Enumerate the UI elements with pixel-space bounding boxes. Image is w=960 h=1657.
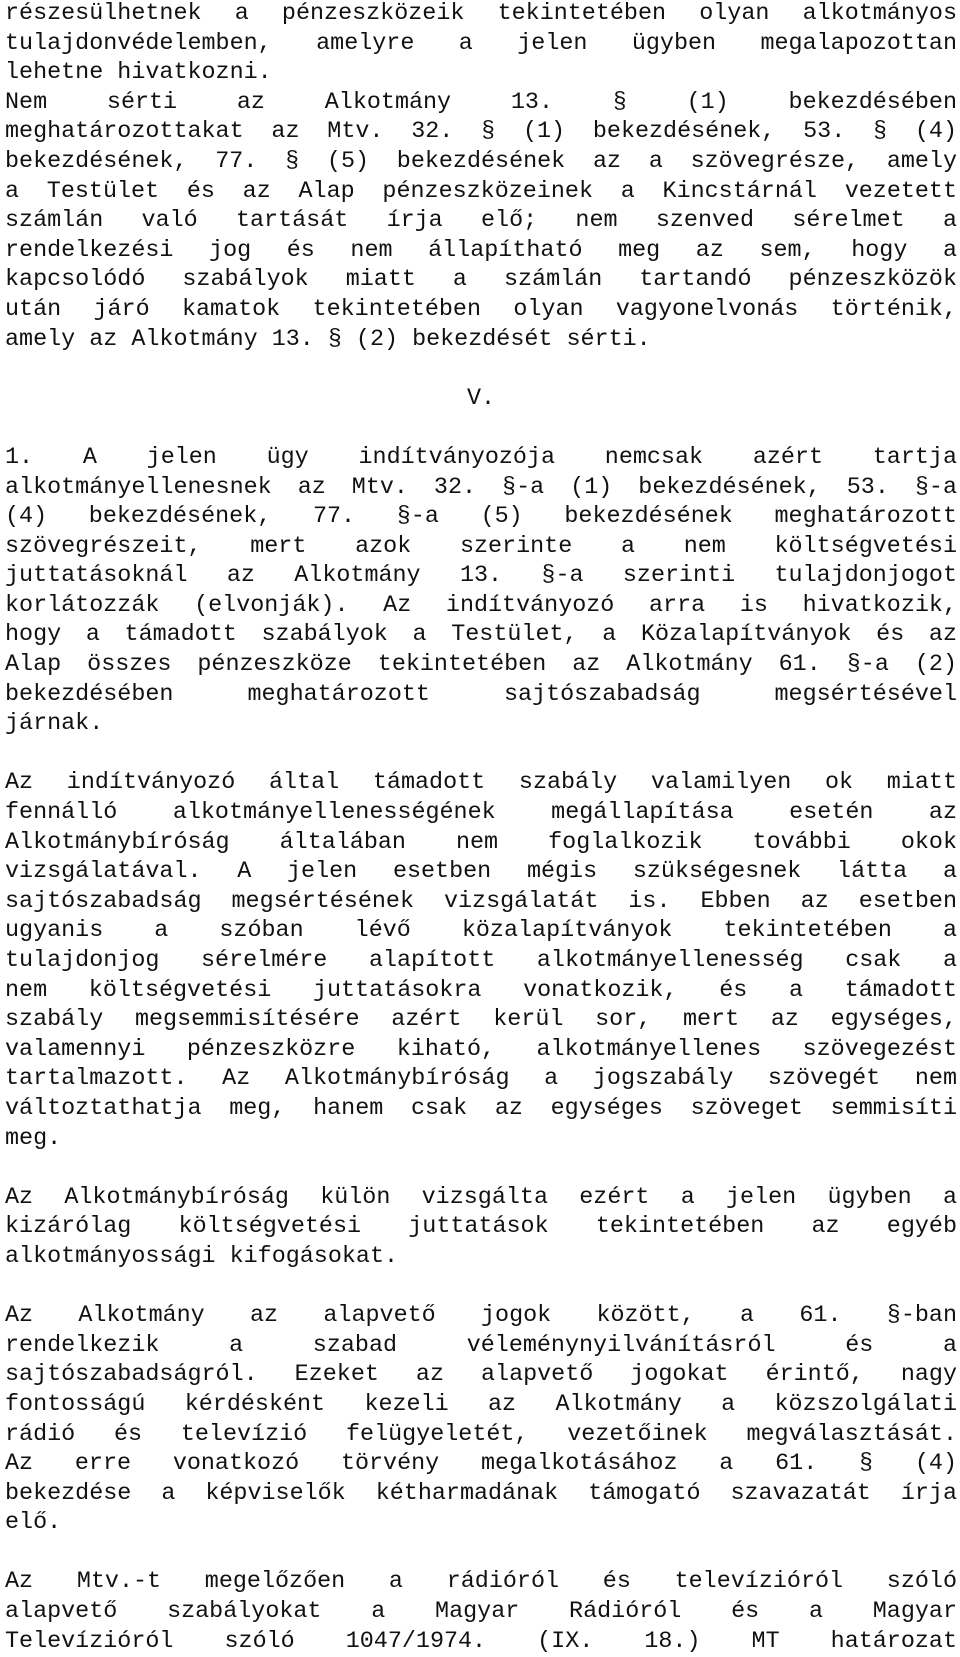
text-line: szabály megsemmisítésére azért kerül sor, mert az egységes,: [5, 1007, 957, 1034]
text-line: sajtószabadság megsértésének vizsgálatát is. Ebben az esetben: [5, 888, 957, 915]
text-line: fennálló alkotmányellenességének megállapítása esetén az: [5, 800, 957, 827]
text-line: alkotmányossági kifogásokat.: [5, 1243, 399, 1270]
section-heading: V.: [466, 385, 496, 412]
text-line: szövegrészeit, mert azok szerinte a nem költségvetési: [5, 533, 957, 560]
text-line: meg.: [5, 1125, 62, 1152]
text-line: Az Alkotmány az alapvető jogok között, a 61. §-ban: [5, 1303, 957, 1330]
text-line: (4) bekezdésének, 77. §-a (5) bekezdésének meghatározott: [5, 504, 957, 531]
text-line: változtathatja meg, hanem csak az egységes szöveget semmisíti: [5, 1095, 957, 1122]
text-line: számlán való tartását írja elő; nem szenved sérelmet a: [5, 208, 957, 235]
text-line: fontosságú kérdésként kezeli az Alkotmány a közszolgálati: [5, 1391, 957, 1418]
text-line: Az indítványozó által támadott szabály valamilyen ok miatt: [5, 770, 957, 797]
text-line: rádió és televízió felügyeletét, vezetőinek megválasztását.: [5, 1421, 957, 1448]
text-line: bekezdésének, 77. § (5) bekezdésének az a szövegrésze, amely: [5, 148, 957, 175]
text-line: rendelkezési jog és nem állapítható meg az sem, hogy a: [5, 237, 957, 264]
text-line: meghatározottakat az Mtv. 32. § (1) bekezdésének, 53. § (4): [5, 119, 957, 146]
text-line: juttatásoknál az Alkotmány 13. §-a szerinti tulajdonjogot: [5, 563, 957, 590]
text-line: elő.: [5, 1510, 62, 1537]
text-line: kizárólag költségvetési juttatások tekintetében az egyéb: [5, 1214, 957, 1241]
text-line: járnak.: [5, 711, 104, 738]
text-line: alapvető szabályokat a Magyar Rádióról és a Magyar: [5, 1599, 957, 1626]
text-line: a Testület és az Alap pénzeszközeinek a Kincstárnál vezetett: [5, 178, 957, 205]
text-line: 1. A jelen ügy indítványozója nemcsak azért tartja: [5, 444, 957, 471]
text-line: Nem sérti az Alkotmány 13. § (1) bekezdésében: [5, 89, 957, 116]
text-line: tulajdonvédelemben, amelyre a jelen ügyben megalapozottan: [5, 30, 957, 57]
text-line: korlátozzák (elvonják). Az indítványozó arra is hivatkozik,: [5, 592, 957, 619]
text-line: sajtószabadságról. Ezeket az alapvető jogokat érintő, nagy: [5, 1362, 957, 1389]
text-line: tulajdonjog sérelmére alapított alkotmányellenesség csak a: [5, 948, 957, 974]
text-line: részesülhetnek a pénzeszközeik tekintetében olyan alkotmányos: [5, 1, 957, 27]
text-line: hogy a támadott szabályok a Testület, a Közalapítványok és az: [5, 622, 957, 649]
text-line: alkotmányellenesnek az Mtv. 32. §-a (1) bekezdésének, 53. §-a: [5, 474, 957, 501]
text-line: amely az Alkotmány 13. § (2) bekezdését sérti.: [5, 326, 651, 353]
text-line: ugyanis a szóban lévő közalapítványok tekintetében a: [5, 918, 957, 945]
section-v-body: [5, 444, 957, 1657]
text-line: lehetne hivatkozni.: [5, 60, 272, 87]
text-line: rendelkezik a szabad véleménynyilvánításról és a: [5, 1332, 957, 1359]
document-page: [5, 0, 957, 1657]
paragraph: [5, 1184, 957, 1273]
paragraph: [5, 769, 957, 1154]
text-line: Alkotmánybíróság általában nem foglalkozik további okok: [5, 829, 957, 856]
text-line: bekezdése a képviselők kétharmadának támogató szavazatát írja: [5, 1480, 957, 1507]
text-line: valamennyi pénzeszközre kiható, alkotmányellenes szövegezést: [5, 1036, 957, 1063]
text-line: kapcsolódó szabályok miatt a számlán tartandó pénzeszközök: [5, 267, 957, 294]
text-line: nem költségvetési juttatásokra vonatkozik, és a támadott: [5, 977, 957, 1004]
text-line: Alap összes pénzeszköze tekintetében az Alkotmány 61. §-a (2): [5, 652, 957, 679]
paragraph: [5, 444, 957, 740]
text-line: Az erre vonatkozó törvény megalkotásához a 61. § (4): [5, 1451, 957, 1478]
text-line: bekezdésében meghatározott sajtószabadság megsértésével: [5, 681, 957, 708]
text-line: tartalmazott. Az Alkotmánybíróság a jogszabály szövegét nem: [5, 1066, 957, 1093]
paragraph-property-protection: [5, 0, 957, 355]
text-line: Televízióról szóló 1047/1974. (IX. 18.) MT határozat: [5, 1628, 957, 1655]
paragraph: [5, 1302, 957, 1539]
text-line: Az Mtv.-t megelőzően a rádióról és televízióról szóló: [5, 1569, 957, 1596]
text-line: Az Alkotmánybíróság külön vizsgálta ezért a jelen ügyben a: [5, 1184, 957, 1211]
text-line: vizsgálatával. A jelen esetben mégis szükségesnek látta a: [5, 859, 957, 886]
paragraph: [5, 1568, 957, 1657]
text-line: után járó kamatok tekintetében olyan vagyonelvonás történik,: [5, 296, 957, 323]
